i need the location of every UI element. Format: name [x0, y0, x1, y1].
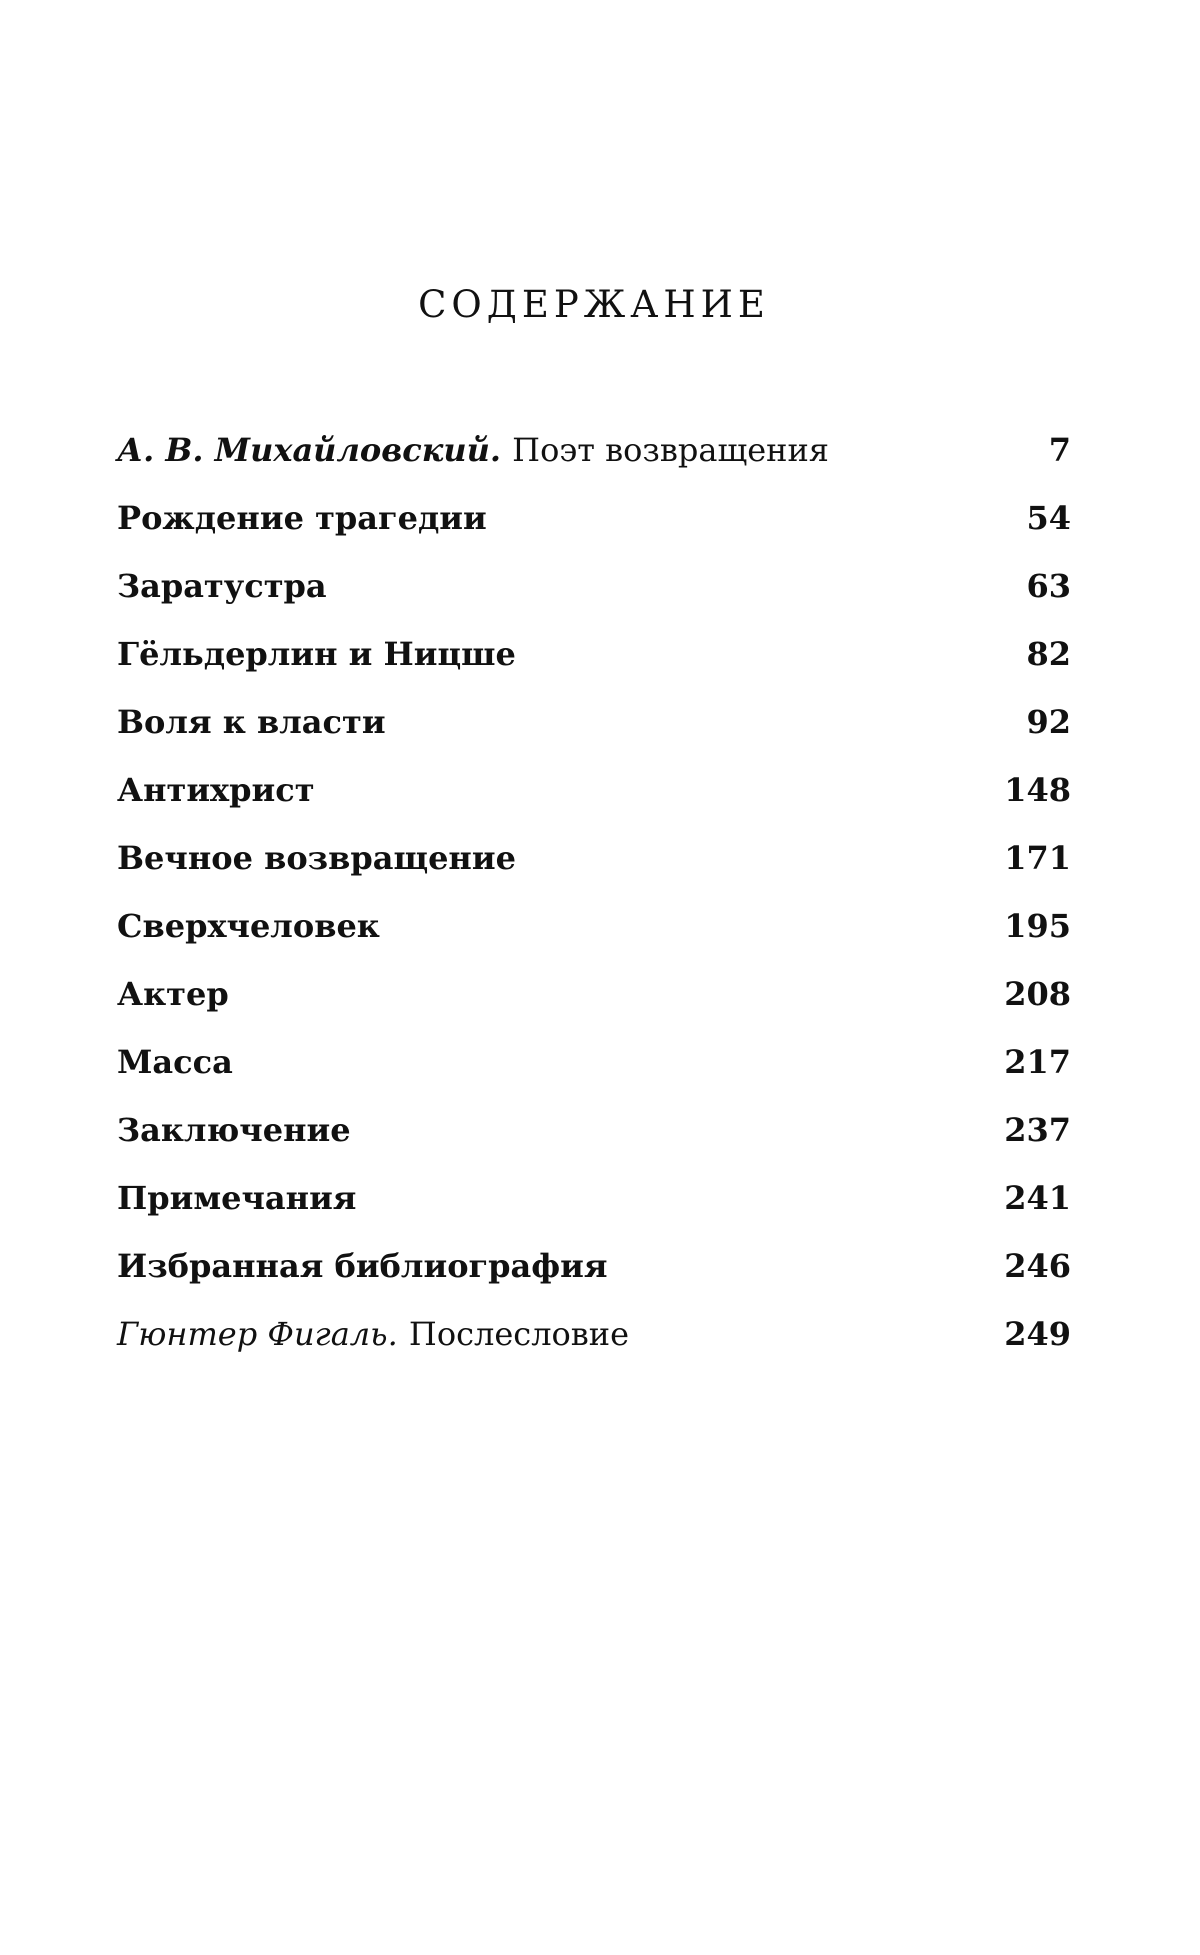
toc-entry	[117, 561, 1071, 629]
toc-entry	[117, 969, 1071, 1037]
toc-entry	[117, 1173, 1071, 1241]
toc-entry	[117, 697, 1071, 765]
entry-page-number: 148	[1004, 771, 1071, 809]
toc-entry	[117, 833, 1071, 901]
table-of-contents	[117, 425, 1071, 1377]
entry-page-number: 171	[1004, 839, 1071, 877]
entry-page-number: 217	[1004, 1043, 1071, 1081]
entry-title: Сверхчеловек	[117, 907, 380, 945]
toc-entry	[117, 1309, 1071, 1377]
entry-title: Масса	[117, 1043, 233, 1081]
entry-page-number: 249	[1004, 1315, 1071, 1353]
entry-page-number: 208	[1004, 975, 1071, 1013]
entry-page-number: 92	[1026, 703, 1071, 741]
entry-page-number: 7	[1048, 431, 1071, 469]
entry-page-number: 241	[1004, 1179, 1071, 1217]
toc-entry	[117, 425, 1071, 493]
entry-title: Вечное возвращение	[117, 839, 516, 877]
entry-title: Гёльдерлин и Ницше	[117, 635, 516, 673]
toc-entry	[117, 493, 1071, 561]
entry-text	[117, 425, 829, 475]
entry-title: Рождение трагедии	[117, 499, 487, 537]
page-title: СОДЕРЖАНИЕ	[418, 283, 770, 326]
entry-title: Избранная библиография	[117, 1247, 608, 1285]
toc-entry	[117, 629, 1071, 697]
entry-title: Антихрист	[117, 771, 315, 809]
entry-title: Воля к власти	[117, 703, 386, 741]
entry-title: Заратустра	[117, 567, 327, 605]
toc-entry	[117, 901, 1071, 969]
entry-page-number: 195	[1004, 907, 1071, 945]
entry-page-number: 63	[1026, 567, 1071, 605]
entry-title: Послесловие	[408, 1315, 630, 1353]
entry-page-number: 246	[1004, 1247, 1071, 1285]
entry-title: Примечания	[117, 1179, 357, 1217]
entry-author: А. В. Михайловский.	[117, 431, 502, 469]
entry-title: Поэт возвращения	[512, 431, 829, 469]
toc-entry	[117, 1241, 1071, 1309]
entry-title: Заключение	[117, 1111, 351, 1149]
entry-text	[117, 1309, 629, 1359]
entry-page-number: 82	[1026, 635, 1071, 673]
entry-page-number: 54	[1026, 499, 1071, 537]
toc-entry	[117, 765, 1071, 833]
entry-page-number: 237	[1004, 1111, 1071, 1149]
toc-entry	[117, 1037, 1071, 1105]
toc-entry	[117, 1105, 1071, 1173]
entry-title: Актер	[117, 975, 229, 1013]
entry-author: Гюнтер Фигаль.	[117, 1315, 398, 1353]
